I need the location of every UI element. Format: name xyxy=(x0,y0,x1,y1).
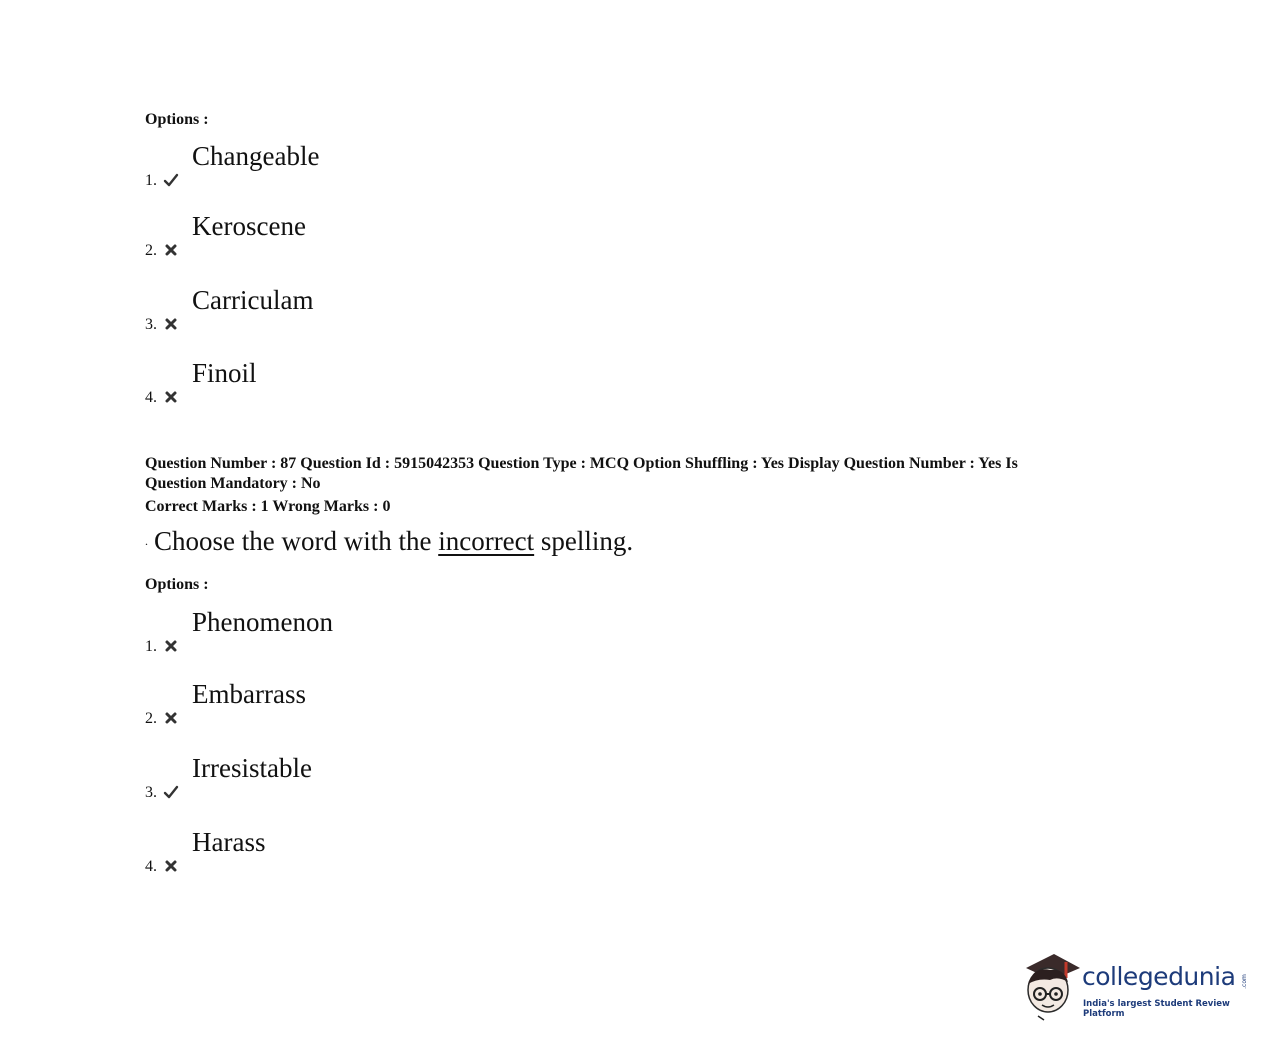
cross-icon xyxy=(163,389,179,405)
cross-icon xyxy=(163,710,179,726)
question-text: . Choose the word with the incorrect spelling. xyxy=(145,526,634,556)
cross-icon xyxy=(163,316,179,332)
question-marks: Correct Marks : 1 Wrong Marks : 0 xyxy=(145,498,391,515)
option-number: 1. xyxy=(145,172,157,189)
logo-tagline: India's largest Student Review Platform xyxy=(1083,999,1230,1019)
question-prefix: Choose the word with the xyxy=(154,526,432,556)
option-text: Changeable xyxy=(192,141,320,171)
option-number: 4. xyxy=(145,389,157,406)
question-underlined: incorrect xyxy=(438,526,535,556)
logo-brand: collegedunia xyxy=(1082,962,1236,991)
option-text: Keroscene xyxy=(192,211,306,241)
option-text: Irresistable xyxy=(192,753,312,783)
cross-icon xyxy=(163,242,179,258)
logo-suffix: .com xyxy=(1240,974,1248,989)
option-number: 4. xyxy=(145,858,157,875)
check-icon xyxy=(163,784,179,800)
cross-icon xyxy=(163,858,179,874)
option-text: Carriculam xyxy=(192,285,314,315)
question-meta-line: Question Number : 87 Question Id : 5915042353 Question Type : MCQ Option Shuffling : Yes Display Question Number : Yes Is xyxy=(145,455,1018,472)
option-item xyxy=(145,210,545,260)
check-icon xyxy=(163,172,179,188)
option-item xyxy=(145,284,545,334)
option-text: Harass xyxy=(192,827,266,857)
option-number: 3. xyxy=(145,316,157,333)
option-item xyxy=(145,752,545,802)
option-item xyxy=(145,357,545,407)
options-label: Options : xyxy=(145,111,209,128)
option-number: 3. xyxy=(145,784,157,801)
options-label: Options : xyxy=(145,576,209,593)
mascot-icon xyxy=(1020,950,1082,1022)
option-item xyxy=(145,606,545,656)
collegedunia-logo xyxy=(1020,950,1252,1022)
option-text: Finoil xyxy=(192,358,257,388)
option-item xyxy=(145,826,545,876)
option-item xyxy=(145,678,545,728)
question-meta xyxy=(145,454,1105,494)
option-item xyxy=(145,140,545,190)
question-meta-line: Question Mandatory : No xyxy=(145,475,321,492)
cross-icon xyxy=(163,638,179,654)
option-number: 2. xyxy=(145,710,157,727)
option-number: 2. xyxy=(145,242,157,259)
option-number: 1. xyxy=(145,638,157,655)
question-suffix: spelling. xyxy=(540,526,634,556)
option-text: Embarrass xyxy=(192,679,306,709)
option-text: Phenomenon xyxy=(192,607,333,637)
